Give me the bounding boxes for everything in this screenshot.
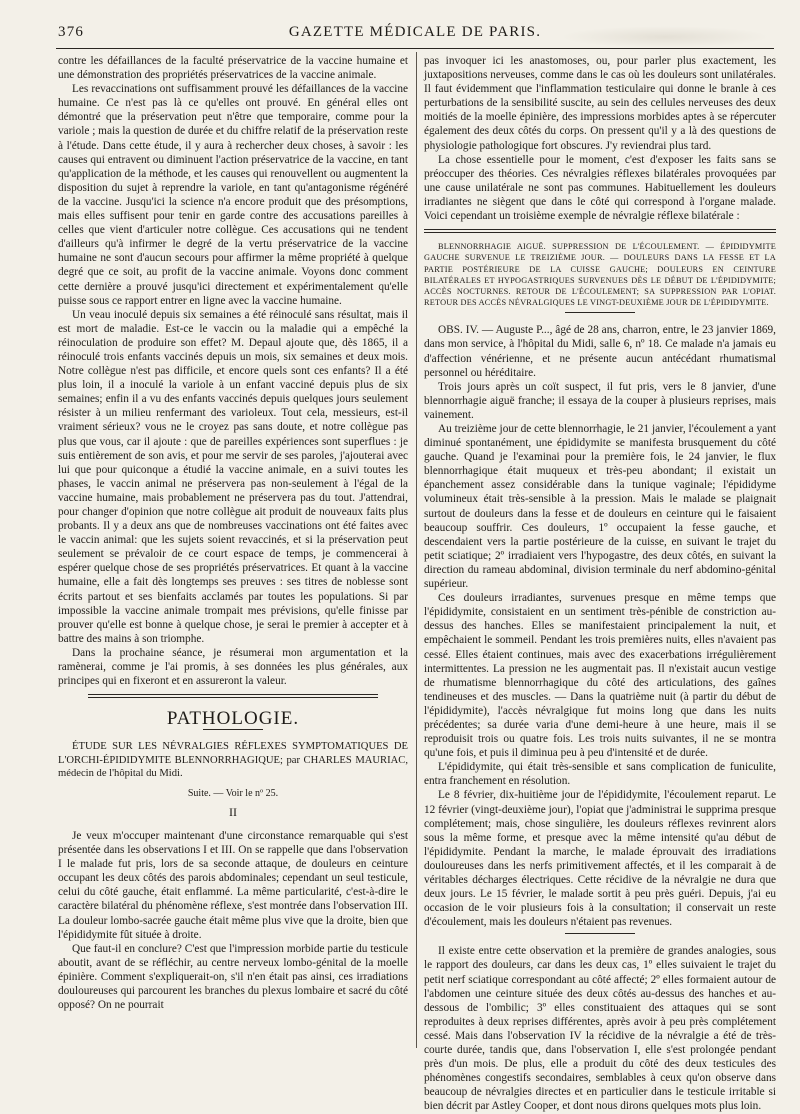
page-number: 376: [58, 24, 85, 40]
paragraph: Dans la prochaine séance, je résumerai mon argumentation et la ramènerai, comme je l'ai promis, à ses données les plus générales, aux principes qui en fixeront et en assureront la valeur.: [58, 646, 408, 688]
left-column: [58, 54, 408, 1054]
chapter-number: II: [229, 804, 237, 819]
continuation-note: Suite. — Voir le nº 25.: [187, 787, 279, 799]
paragraph: L'épididymite, qui était très-sensible et sans complication de funiculite, entra franchement en résolution.: [424, 761, 776, 788]
section-title: PATHOLOGIE.: [58, 712, 408, 730]
paragraph: Le 8 février, dix-huitième jour de l'épididymite, l'écoulement reparut. Le 12 février (vingt-deuxième jour), l'opiat que j'administrai le supprima presque complétement; mais, chose singulière, les douleurs réflexes revinrent alors sous la même forme, et presque avec la même intensité qu'au début de l'épididymite. Pendant la marche, le malade éprouvait des irradiations douloureuses dans les nerfs primitivement affectés, et il les comparait à de véritables décharges électriques. Cette récidive de la névralgie ne dura que deux jours. Le 15 février, le malade sortit à peu près guéri. Depuis, j'ai eu occasion de le voir plusieurs fois à la consultation; il conservait un reste d'écoulement, mais les douleurs n'étaient pas revenues.: [424, 789, 776, 929]
column-divider: [416, 52, 417, 1048]
paragraph: Un veau inoculé depuis six semaines a été réinoculé sans résultat, mais il est mort de maladie. Est-ce le vaccin ou la maladie qui a empêché la réinoculation de produire son effet? M. Depaul ajoute que, dès 1865, il a réinoculé trois enfants vaccinés depuis un mois, six semaines et deux mois. Notre collègue n'est pas difficile, et encore quels sont ces enfants? Il a été plus loin, il a inoculé la variole à un enfant vacciné depuis plus de six semaines; enfin il a vu des enfants vaccinés depuis quelques jours seulement résister à un milieu renfermant des varioleux. Tout cela, messieurs, est-il vraiment sérieux? vous ne le croyez pas sans doute, et notre collègue pas plus que vous, car il ajoute : que de pareilles expériences sont superflues : je suis entièrement de son avis, et pour me servir de ses paroles, j'ajouterai avec lui que pour quiconque a étudié la vaccine animale, en a suivi toutes les phases, le vaccin animal ne préservera pas non-seulement à l'égal de la vaccine humaine, mais probablement ne préservera pas du tout. J'attendrai, pour changer d'opinion que notre collègue ait produit de nouveaux faits plus probants. Il y a deux ans que de nombreuses vaccinations ont été faites avec le vaccin animal: que les sujets soient revaccinés, et si la préservation peut seulement se prévaloir de ce court espace de temps, je commencerai à espérer quelque chose de ses propriétés préservatrices. Et quant à la vaccine humaine, elle a fait dès longtemps ses preuves : ses titres de noblesse sont écrits partout et ses bienfaits acclamés par toutes les populations. Si par impossible la vaccine animale trompait mes prévisions, qu'elle finisse par prouver qu'elle est bonne à quelque chose, je serai le premier à accepter et à battre des mains à son triomphe.: [58, 308, 408, 645]
summary-end-rule: [565, 312, 635, 313]
observation-summary: BLENNORRHAGIE AIGUË. SUPPRESSION DE L'ÉCOULEMENT. — ÉPIDIDYMITE GAUCHE SURVENUE LE TREIZIÈME JOUR. — DOULEURS DANS LA FESSE ET LA PARTIE POSTÉRIEURE DE LA CUISSE GAUCHE; DOULEURS EN CEINTURE BILATÉRALES ET HYPOGASTRIQUES SURVENUES DÈS LE DÉBUT DE L'ÉPIDIDYMITE; ACCÈS NOCTURNES. RETOUR DE L'ÉCOULEMENT; SA SUPPRESSION PAR L'OPIAT. RETOUR DES ACCÈS NÉVRALGIQUES LE VINGT-DEUXIÈME JOUR DE L'ÉPIDIDYMITE.: [424, 242, 776, 308]
paragraph: pas invoquer ici les anastomoses, ou, pour parler plus exactement, les juxtapositions nerveuses, comme dans le cas où les douleurs sont unilatérales. Il faut évidemment que l'inflammation testiculaire qui donne le branle à ces perturbations de la sensibilité suscite, au sein des cellules nerveuses des deux moitiés de la moelle épinière, des impressions morbides aptes à se répercuter également des deux côtés du corps. On pressent qu'il y a là des questions de physiologie pathologique fort obscures. J'y reviendrai plus tard.: [424, 55, 777, 152]
paragraph: La chose essentielle pour le moment, c'est d'exposer les faits sans se préoccuper des théories. Ces névralgies réflexes bilatérales provoquées par une cause unilatérale ne sont pas communes. Habituellement les douleurs irradiantes ne siègent que dans le côté qui correspond à l'organe malade. Voici cependant un troisième exemple de névralgie réflexe bilatérale :: [424, 153, 776, 223]
paragraph: Que faut-il en conclure? C'est que l'impression morbide partie du testicule aboutit, avant de se réfléchir, au centre nerveux lombo-génital de la moelle épinière. Comment s'expliquerait-on, s'il n'en était pas ainsi, ces irradiations douloureuses qui parcourent les branches du plexus lombaire et sacré du côté opposé? On ne pourrait: [58, 942, 408, 1012]
paragraph: Il existe entre cette observation et la première de grandes analogies, sous le rapport des douleurs, car dans les deux cas, 1º elles suivaient le trajet du petit nerf sciatique correspondant au côté affecté; 2º elles formaient autour de l'abdomen une ceinture située des deux côtés au-dessus des hanches et au-dessous de l'ombilic; 3º elles constituaient des attaques qui se sont reproduites à deux reprises différentes, après avoir à peu près complétement cessé. Mais dans l'observation IV la récidive de la névralgie a été de très-courte durée, tandis que, dans l'observation I, elle s'est prolongée pendant près d'un mois. De plus, elle a produit du côté des deux testicules des phénomènes congestifs secondaires, semblables à ceux qu'on observe dans beaucoup de névralgies directes et en particulier dans le testicule irritable si bien décrit par Astley Cooper, et dont nous dirons quelques mots plus loin.: [424, 945, 776, 1113]
summary-rule: [424, 229, 776, 233]
header-rule: [56, 48, 774, 49]
paragraph: Les revaccinations ont suffisamment prouvé les défaillances de la vaccine humaine. Ce n'est pas là ce qu'elles ont prouvé. En général elles ont démontré que la préservation peut n'être que temporaire, comme pour la variole ; mais la question de durée et du chiffre relatif de la préservation reste à l'étude. Dans cette étude, il y aura à rechercher deux choses, à savoir : les causes qui entravent ou diminuent l'action préservatrice de la vaccine, en tant qu'application de la méthode, et les causes qui renouvellent ou augmentent la disposition du sujet à reprendre la variole, en tant qu'antagonisme régénéré de la vaccine. Jusqu'ici la science n'a encore produit que des présomptions, mais elles suffisent pour tenir en garde contre des accusations pareilles à celles que vient d'articuler notre collègue. Ces accusations qui ne tendent d'ailleurs qu'à infirmer le degré de la vertu préservatrice de la vaccine humaine ne sont d'aucun secours pour affirmer la même propriété à quelque degré que ce soit, au profit de la vaccine animale. Voyons donc comment cette dernière a prouvé jusqu'ici directement et expérimentalement qu'elle puisse sous ce rapport entrer en ligne avec la vaccine humaine.: [58, 83, 408, 307]
paragraph: contre les défaillances de la faculté préservatrice de la vaccine humaine et une démonstration des propriétés préservatrices de la vaccine animale.: [58, 55, 408, 82]
article-title: ÉTUDE SUR LES NÉVRALGIES RÉFLEXES SYMPTOMATIQUES DE L'ORCHI-ÉPIDIDYMITE BLENNORRHAGIQUE; par CHARLES MAURIAC, médecin de l'hôpital du Midi.: [58, 741, 408, 780]
observation-heading-paragraph: OBS. IV. — Auguste P..., âgé de 28 ans, charron, entre, le 23 janvier 1869, dans mon service, à l'hôpital du Midi, salle 6, nº 18. Ce malade n'a jamais eu d'affection vénérienne, et ne présente aucun antécédant rhumatismal personnel ou héréditaire.: [424, 324, 776, 379]
page-header: [58, 22, 772, 46]
right-column: [424, 54, 777, 1113]
observation-end-rule: [565, 933, 635, 934]
journal-title: GAZETTE MÉDICALE DE PARIS.: [288, 24, 542, 40]
paragraph: Ces douleurs irradiantes, survenues presque en même temps que l'épididymite, consistaient en un sentiment très-pénible de constriction au-dessus des hanches. Elles se manifestaient principalement la nuit, et empêchaient le sommeil. Pendant les trois premières nuits, elles n'avaient pas cessé. Elles étaient continues, mais avec des exacerbations irrégulièrement intermittentes. La pression ne les augmentait pas. Il n'existait aucun vestige de rhumatisme blennorrhagique du côté des articulations, des gaînes tendineuses et des muscles. — Dans la quatrième nuit (à partir du début de l'épididymite), l'accès névralgique fut moins long que dans les nuits précédentes; sa durée varia d'une demi-heure à une heure, mais il se reproduisit trois ou quatre fois. Les trois nuits suivantes, il ne se montra qu'une fois, et puis il diminua peu à peu d'intensité et de durée.: [424, 592, 776, 760]
paragraph: Au treizième jour de cette blennorrhagie, le 21 janvier, l'écoulement a yant diminué spontanément, une épididymite se manifesta brusquement du côté gauche. Quand je l'examinai pour la première fois, le 24 janvier, le flux blennorrhagique était muqueux et très-peu abondant; il existait un épanchement assez considérable dans la tunique vaginale; l'épididyme volumineux était très-sensible à la pression. Mais le malade se plaignait surtout de douleurs dans la fesse et de douleurs en ceinture qui le faisaient beaucoup souffrir. Ces douleurs, 1º occupaient la fesse gauche, et descendaient vers la partie postérieure de la cuisse, en suivant le trajet du petit sciatique; 2º irradiaient vers l'hypogastre, des deux côtés, en suivant la direction du rameau abdominal, division terminale du nerf abdomino-génital supérieur.: [424, 423, 776, 591]
section-divider: [88, 694, 378, 698]
paragraph: Trois jours après un coït suspect, il fut pris, vers le 8 janvier, d'une blennorrhagie aiguë franche; il essaya de la couper à plusieurs reprises, mais vainement.: [424, 380, 776, 421]
paragraph: Je veux m'occuper maintenant d'une circonstance remarquable qui s'est présentée dans les observations I et III. On se rappelle que dans l'observation I le malade fut pris, lors de sa seconde attaque, de douleurs en ceinture occupant les deux côtés des parois abdominales; cependant un seul testicule, celui du côté gauche, était enflammé. La même particularité, c'est-à-dire le caractère bilatéral du phénomène réflexe, s'est montrée dans l'observation III. La douleur lombo-sacrée gauche était même plus vive que la droite, bien que l'épididymite fût située à droite.: [58, 830, 408, 941]
